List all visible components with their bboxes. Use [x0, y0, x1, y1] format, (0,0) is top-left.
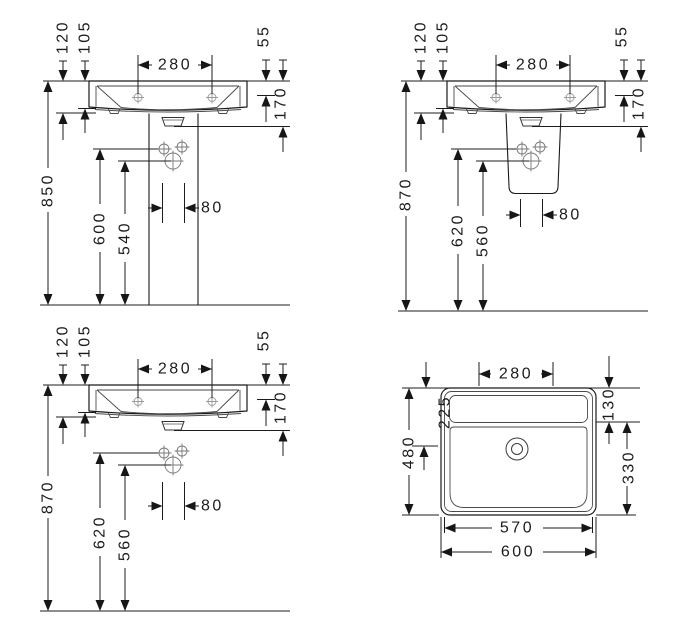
dim-label-600: 600 [500, 543, 536, 561]
dim-label-170: 170 [630, 85, 648, 121]
dim-label-330: 330 [620, 449, 638, 485]
dim-label-560: 560 [116, 526, 134, 562]
view-front-wall-hung [40, 324, 291, 611]
dim-label-55: 55 [255, 328, 273, 352]
view-front-full-pedestal [40, 20, 291, 305]
dim-label-80: 80 [201, 199, 224, 217]
dim-label-120: 120 [412, 19, 430, 55]
dim-label-570: 570 [499, 519, 535, 537]
dim-label-170: 170 [272, 85, 290, 121]
dim-label-130: 130 [600, 386, 618, 422]
dim-label-870: 870 [397, 176, 415, 212]
dim-label-105: 105 [76, 19, 94, 55]
dim-label-55: 55 [255, 24, 273, 48]
dim-label-540: 540 [116, 220, 134, 256]
dim-label-280: 280 [515, 56, 551, 74]
dim-label-120: 120 [54, 19, 72, 55]
view-top [401, 356, 641, 561]
dim-label-55: 55 [613, 24, 631, 48]
dim-label-80: 80 [201, 497, 224, 515]
dim-label-620: 620 [449, 212, 467, 248]
dim-label-560: 560 [474, 222, 492, 258]
dim-label-170: 170 [272, 389, 290, 425]
dim-label-105: 105 [434, 19, 452, 55]
dim-label-280: 280 [157, 56, 193, 74]
dimension-labels [40, 324, 290, 561]
dim-label-480: 480 [400, 434, 418, 470]
dimension-labels [40, 20, 290, 255]
dim-label-600: 600 [91, 210, 109, 246]
basin-top-outline [441, 388, 596, 515]
dim-label-105: 105 [76, 323, 94, 359]
view-front-half-pedestal [398, 20, 649, 311]
dim-label-870: 870 [39, 479, 57, 515]
dim-label-620: 620 [91, 514, 109, 550]
dim-label-850: 850 [39, 172, 57, 208]
dim-label-280: 280 [498, 365, 534, 383]
dim-label-80: 80 [559, 206, 582, 224]
dimension-labels [398, 20, 648, 257]
dim-label-225: 225 [436, 394, 454, 430]
dim-label-280: 280 [157, 360, 193, 378]
dim-label-120: 120 [54, 323, 72, 359]
